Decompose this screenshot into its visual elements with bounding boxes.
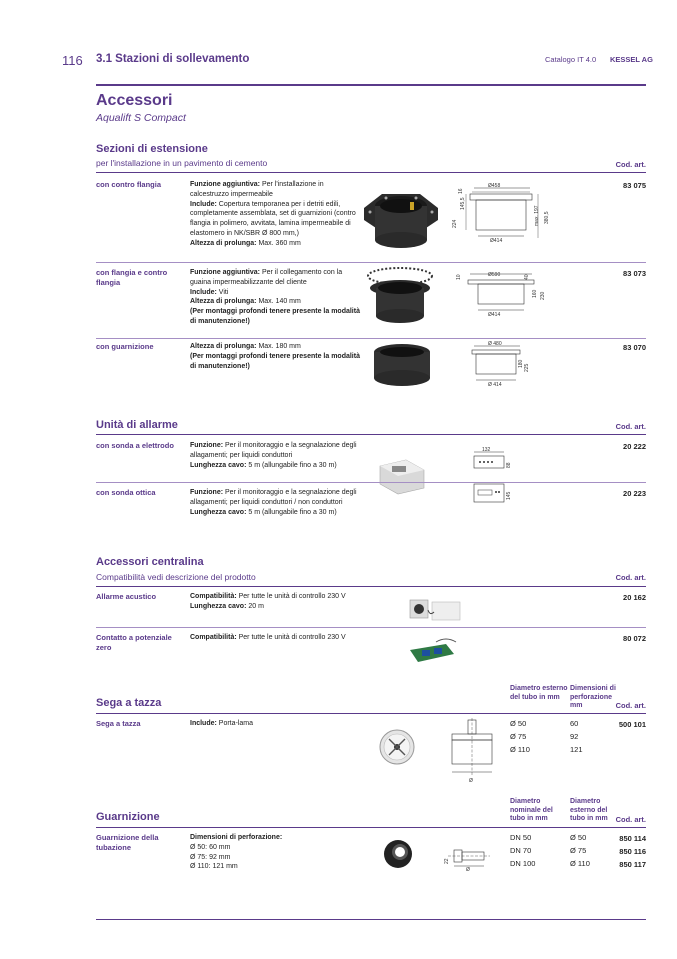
footer-divider [96,919,646,920]
desc-line: Funzione: Per il monitoraggio e la segnalazione degli allagamenti; per liquidi conduttori [190,442,357,459]
svg-text:88: 88 [506,462,512,468]
hole-saw-photo [378,728,416,766]
row-description [190,441,362,470]
pipe-gasket-photo [382,838,414,870]
article-code: 850 117 [619,860,646,869]
page-subtitle: Aqualift S Compact [96,112,186,124]
col-header-pipe-diameter: Diametro esterno del tubo in mm [510,685,568,701]
col-header-drill-dimension: Dimensioni di perforazione mm [570,685,616,709]
header-divider [96,84,646,86]
row-name: Contatto a potenziale zero [96,633,172,652]
section-divider [96,713,646,714]
section-sega-title: Sega a tazza [96,697,162,709]
svg-text:Ø458: Ø458 [488,183,501,189]
drill-dimension-value: 92 [570,732,579,741]
section-divider [96,172,646,173]
article-code: 83 073 [623,269,646,278]
article-code: 20 162 [623,593,646,602]
row-name: con contro flangia [96,180,162,189]
svg-text:230: 230 [540,291,546,300]
col-header-outer-diameter: Diametro esterno del tubo in mm [570,798,608,822]
cod-art-header: Cod. art. [615,701,646,710]
cod-art-header: Cod. art. [615,422,646,431]
row-divider [96,262,646,263]
desc-line: Compatibilità: Per tutte le unità di controllo 230 V [190,593,346,600]
svg-text:max. 197: max. 197 [534,205,540,226]
article-code: 850 114 [619,834,646,843]
article-code: 500 101 [618,720,646,729]
section-sezioni-title: Sezioni di estensione [96,143,208,155]
page-title: Accessori [96,92,173,109]
svg-text:Ø 414: Ø 414 [488,382,502,388]
article-code: 20 223 [623,489,646,498]
svg-text:180: 180 [518,359,524,368]
article-code: 80 072 [623,634,646,643]
section-centralina-title: Accessori centralina [96,556,204,568]
catalog-label: Catalogo IT 4.0 [545,55,597,64]
desc-line: Ø 75: 92 mm [190,853,231,861]
desc-line: Ø 50: 60 mm [190,843,231,851]
row-description [190,592,360,612]
flange-counterflange-photo [364,264,436,328]
svg-text:10: 10 [456,274,462,280]
gasket-extension-drawing [466,340,532,388]
desc-line: Lunghezza cavo: 5 m (allungabile fino a 30 m) [190,508,337,516]
cod-art-header: Cod. art. [615,160,646,169]
pipe-diameter-value: Ø 50 [510,719,527,728]
alarm-unit-photo [376,456,428,496]
nominal-diameter-value: DN 50 [510,833,532,842]
desc-line: Ø 110: 121 mm [190,863,238,871]
cod-art-header: Cod. art. [615,573,646,582]
outer-diameter-value: Ø 110 [570,859,590,868]
desc-line: Funzione aggiuntiva: Per l'installazione in calcestruzzo impermeabile [190,181,324,198]
desc-line: Lunghezza cavo: 20 m [190,602,264,610]
row-name: Guarnizione della tubazione [96,833,159,852]
zero-potential-contact-photo [406,636,462,666]
pipe-gasket-drawing [444,842,494,872]
svg-text:224: 224 [452,219,458,228]
article-code: 20 222 [623,442,646,451]
desc-line: Altezza di prolunga: Max. 140 mm [190,298,301,306]
row-name: Sega a tazza [96,719,141,728]
brand-label: KESSEL AG [610,55,653,64]
desc-line: Include: Viti [190,288,229,296]
svg-text:22: 22 [444,858,450,864]
svg-text:160: 160 [532,289,538,298]
row-name: con sonda a elettrodo [96,441,174,450]
row-description: Include: Porta-lama [190,720,254,727]
section-divider [96,827,646,828]
desc-line: Lunghezza cavo: 5 m (allungabile fino a 30 m) [190,461,337,469]
row-divider [96,627,646,628]
svg-text:145: 145 [506,491,512,500]
section-sezioni-subtitle: per l'installazione in un pavimento di cemento [96,158,268,168]
row-description [190,180,360,249]
svg-text:Ø: Ø [466,867,470,873]
desc-line: (Per montaggi profondi tenere presente la modalità di manutenzione!) [190,352,360,370]
row-description: Dimensioni di perforazione: Ø 50: 60 mm Ø 75: 92 mm Ø 110: 121 mm [190,834,283,871]
section-title: 3.1 Stazioni di sollevamento [96,53,250,65]
svg-text:Ø590: Ø590 [488,272,501,278]
row-name: con flangia e contro flangia [96,268,168,287]
section-divider [96,434,646,435]
article-code: 83 070 [623,343,646,352]
alarm-unit-electrode-drawing [470,448,524,474]
extension-flange-photo [358,180,444,252]
row-divider [96,338,646,339]
section-allarme-title: Unità di allarme [96,419,178,431]
row-description [190,268,360,327]
desc-line: Include: Copertura temporanea per i detriti edili, completamente assemblata, set di guarnizioni (contro flangia in polimero, avvitata, lamina impermeabile di elastomero in NK/SBR Ø 800 mm,) [190,200,356,237]
row-description [190,633,360,643]
svg-text:225: 225 [524,363,530,372]
svg-text:145,5: 145,5 [460,197,466,210]
nominal-diameter-value: DN 70 [510,846,532,855]
article-code: 850 116 [619,847,646,856]
desc-line: Compatibilità: Per tutte le unità di controllo 230 V [190,634,346,641]
desc-line: Funzione: Per il monitoraggio e la segnalazione degli allagamenti; per liquidi conduttori / non conduttori [190,489,357,506]
page-number: 116 [62,53,83,68]
row-name: Allarme acustico [96,592,157,601]
article-code: 83 075 [623,181,646,190]
desc-line: Funzione aggiuntiva: Per il collegamento con la guaina impermeabilizzante del cliente [190,269,343,286]
section-centralina-subtitle: Compatibilità vedi descrizione del prodotto [96,572,256,582]
drill-dimension-value: 60 [570,719,579,728]
pipe-diameter-value: Ø 110 [510,745,530,754]
svg-text:Ø414: Ø414 [490,238,503,244]
article-code-list [619,832,646,871]
flange-counterflange-drawing [458,266,550,320]
desc-line: (Per montaggi profondi tenere presente la modalità di manutenzione!) [190,308,360,325]
section-guarnizione-title: Guarnizione [96,811,160,823]
row-name: con sonda ottica [96,488,156,497]
nominal-diameter-value: DN 100 [510,859,536,868]
row-name: con guarnizione [96,342,154,351]
svg-text:Ø: Ø [469,778,473,784]
row-divider [96,482,646,483]
section-divider [96,586,646,587]
svg-text:380,5: 380,5 [544,211,550,224]
row-description [190,488,362,517]
svg-text:132: 132 [482,447,491,453]
pipe-diameter-value: Ø 75 [510,732,527,741]
desc-line: Altezza di prolunga: Max. 180 mm [190,343,301,350]
outer-diameter-value: Ø 75 [570,846,587,855]
hole-saw-drawing [444,716,500,788]
outer-diameter-value: Ø 50 [570,833,587,842]
svg-text:40: 40 [524,274,530,280]
svg-text:Ø414: Ø414 [488,312,501,318]
col-header-nominal-diameter: Diametro nominale del tubo in mm [510,798,553,822]
svg-text:Ø 480: Ø 480 [488,341,502,347]
cod-art-header: Cod. art. [615,815,646,824]
svg-text:16: 16 [458,188,464,194]
row-description [190,342,360,371]
extension-flange-drawing [452,180,550,246]
alarm-unit-optical-drawing [470,480,518,506]
desc-line: Altezza di prolunga: Max. 360 mm [190,239,301,247]
acoustic-alarm-photo [406,596,466,624]
gasket-extension-photo [370,342,434,392]
drill-dimension-value: 121 [570,745,583,754]
